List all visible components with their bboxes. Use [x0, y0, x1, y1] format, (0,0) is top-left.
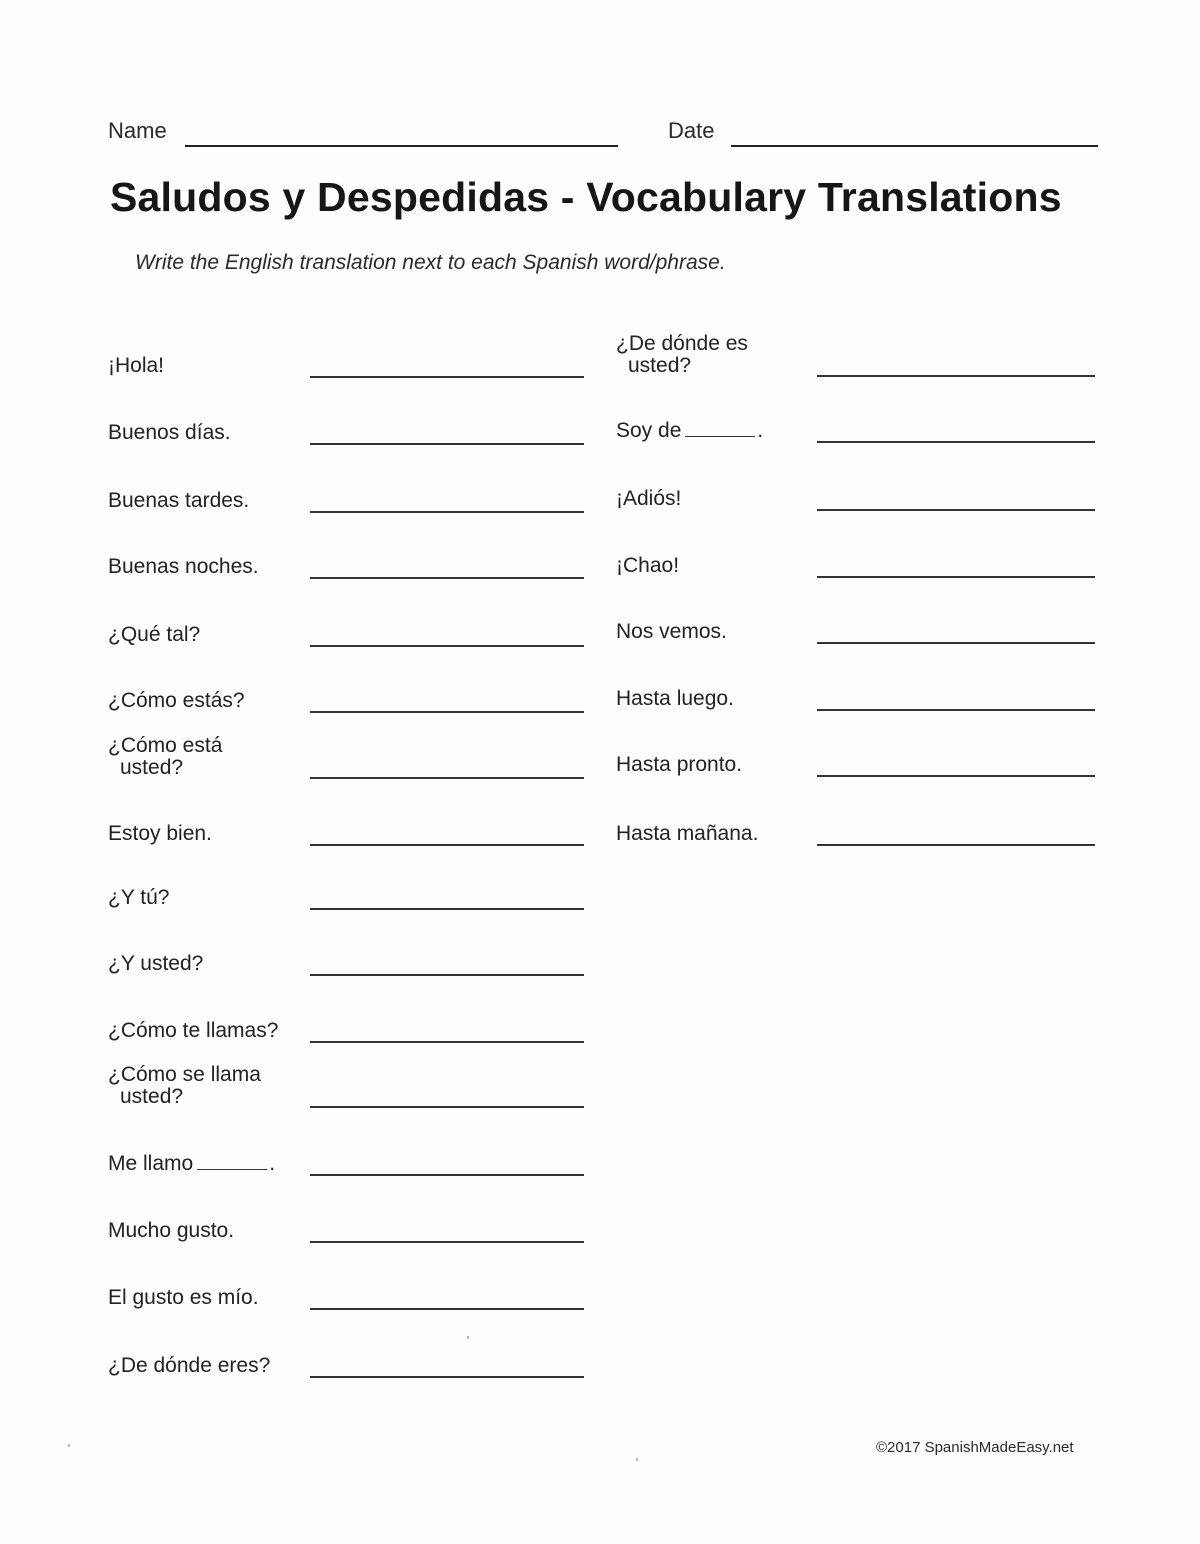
answer-line[interactable]	[817, 709, 1095, 711]
vocab-term	[616, 488, 681, 510]
vocab-term	[108, 355, 164, 377]
answer-line[interactable]	[310, 1106, 584, 1108]
vocab-term-text: ¿Cómo estás?	[108, 689, 245, 712]
page-title: Saludos y Despedidas - Vocabulary Translations	[110, 174, 1062, 220]
vocab-term	[108, 1020, 278, 1042]
answer-line[interactable]	[817, 509, 1095, 511]
vocab-term	[108, 1287, 259, 1309]
vocab-term-text: ¡Hola!	[108, 354, 165, 377]
vocab-term-text: ¡Chao!	[616, 554, 680, 577]
vocab-term-text: El gusto es mío.	[108, 1286, 259, 1309]
answer-line[interactable]	[817, 775, 1095, 777]
vocab-term-text: Soy de	[616, 419, 682, 442]
answer-line[interactable]	[310, 443, 584, 445]
vocab-term-text: ¿Cómo está	[108, 734, 223, 757]
vocab-term-text: ¿Cómo te llamas?	[108, 1019, 279, 1042]
answer-line[interactable]	[310, 1376, 584, 1378]
instructions-text: Write the English translation next to each Spanish word/phrase.	[135, 251, 726, 274]
vocab-term	[616, 333, 748, 377]
inline-blank-suffix: .	[757, 419, 764, 442]
answer-line[interactable]	[310, 777, 584, 779]
vocab-term-text: Buenas tardes.	[108, 489, 250, 512]
name-field[interactable]	[185, 145, 618, 147]
vocab-term-text-line2: usted?	[120, 756, 184, 779]
vocab-term	[108, 1064, 261, 1108]
answer-line[interactable]	[817, 375, 1095, 377]
answer-line[interactable]	[310, 844, 584, 846]
date-field[interactable]	[731, 145, 1098, 147]
answer-line[interactable]	[310, 974, 584, 976]
vocab-term	[616, 823, 758, 845]
vocab-term-text: Hasta mañana.	[616, 822, 759, 845]
answer-line[interactable]	[310, 511, 584, 513]
answer-line[interactable]	[310, 645, 584, 647]
vocab-term	[108, 823, 212, 845]
answer-line[interactable]	[310, 376, 584, 378]
vocab-term	[616, 754, 742, 776]
vocab-term-text: Mucho gusto.	[108, 1219, 235, 1242]
scan-speck	[467, 1336, 469, 1339]
vocab-term	[108, 735, 222, 779]
vocab-term	[616, 420, 763, 442]
vocab-term-text: ¡Adiós!	[616, 487, 682, 510]
vocab-term	[108, 953, 203, 975]
vocab-term	[616, 621, 727, 643]
vocab-term-text: Buenas noches.	[108, 555, 259, 578]
vocab-term	[616, 555, 679, 577]
vocab-term-text: Nos vemos.	[616, 620, 727, 643]
vocab-term-text: Hasta luego.	[616, 687, 734, 710]
answer-line[interactable]	[310, 1308, 584, 1310]
vocab-term-text: ¿Y tú?	[108, 886, 170, 909]
name-label: Name	[108, 118, 167, 143]
answer-line[interactable]	[310, 1174, 584, 1176]
date-label: Date	[668, 118, 715, 143]
vocab-term-text: ¿Y usted?	[108, 952, 204, 975]
vocab-term	[108, 1220, 234, 1242]
answer-line[interactable]	[817, 844, 1095, 846]
vocab-term-text-line2: usted?	[628, 354, 692, 377]
scan-speck	[636, 1458, 638, 1461]
vocab-term-text-line2: usted?	[120, 1085, 184, 1108]
answer-line[interactable]	[310, 711, 584, 713]
vocab-term	[108, 1153, 275, 1175]
vocab-term	[108, 887, 169, 909]
answer-line[interactable]	[817, 576, 1095, 578]
vocab-term	[108, 624, 200, 646]
vocab-term	[616, 688, 734, 710]
vocab-term	[108, 1355, 270, 1377]
scan-speck	[68, 1444, 70, 1447]
vocab-term	[108, 690, 245, 712]
copyright-notice: ©2017 SpanishMadeEasy.net	[876, 1439, 1074, 1456]
answer-line[interactable]	[310, 1241, 584, 1243]
vocab-term-text: ¿Qué tal?	[108, 623, 201, 646]
vocab-term	[108, 490, 249, 512]
vocab-term-text: ¿De dónde eres?	[108, 1354, 271, 1377]
answer-line[interactable]	[310, 1041, 584, 1043]
inline-blank-suffix: .	[269, 1152, 276, 1175]
answer-line[interactable]	[817, 441, 1095, 443]
vocab-term	[108, 422, 231, 444]
vocab-term-text: Buenos días.	[108, 421, 231, 444]
inline-blank[interactable]	[197, 1155, 267, 1170]
answer-line[interactable]	[310, 908, 584, 910]
vocab-term-text: Hasta pronto.	[616, 753, 743, 776]
vocab-term-text: Estoy bien.	[108, 822, 212, 845]
vocab-term-text: ¿De dónde es	[616, 332, 748, 355]
vocab-term	[108, 556, 259, 578]
vocab-term-text: ¿Cómo se llama	[108, 1063, 261, 1086]
answer-line[interactable]	[310, 577, 584, 579]
vocab-term-text: Me llamo	[108, 1152, 194, 1175]
answer-line[interactable]	[817, 642, 1095, 644]
inline-blank[interactable]	[685, 422, 755, 437]
